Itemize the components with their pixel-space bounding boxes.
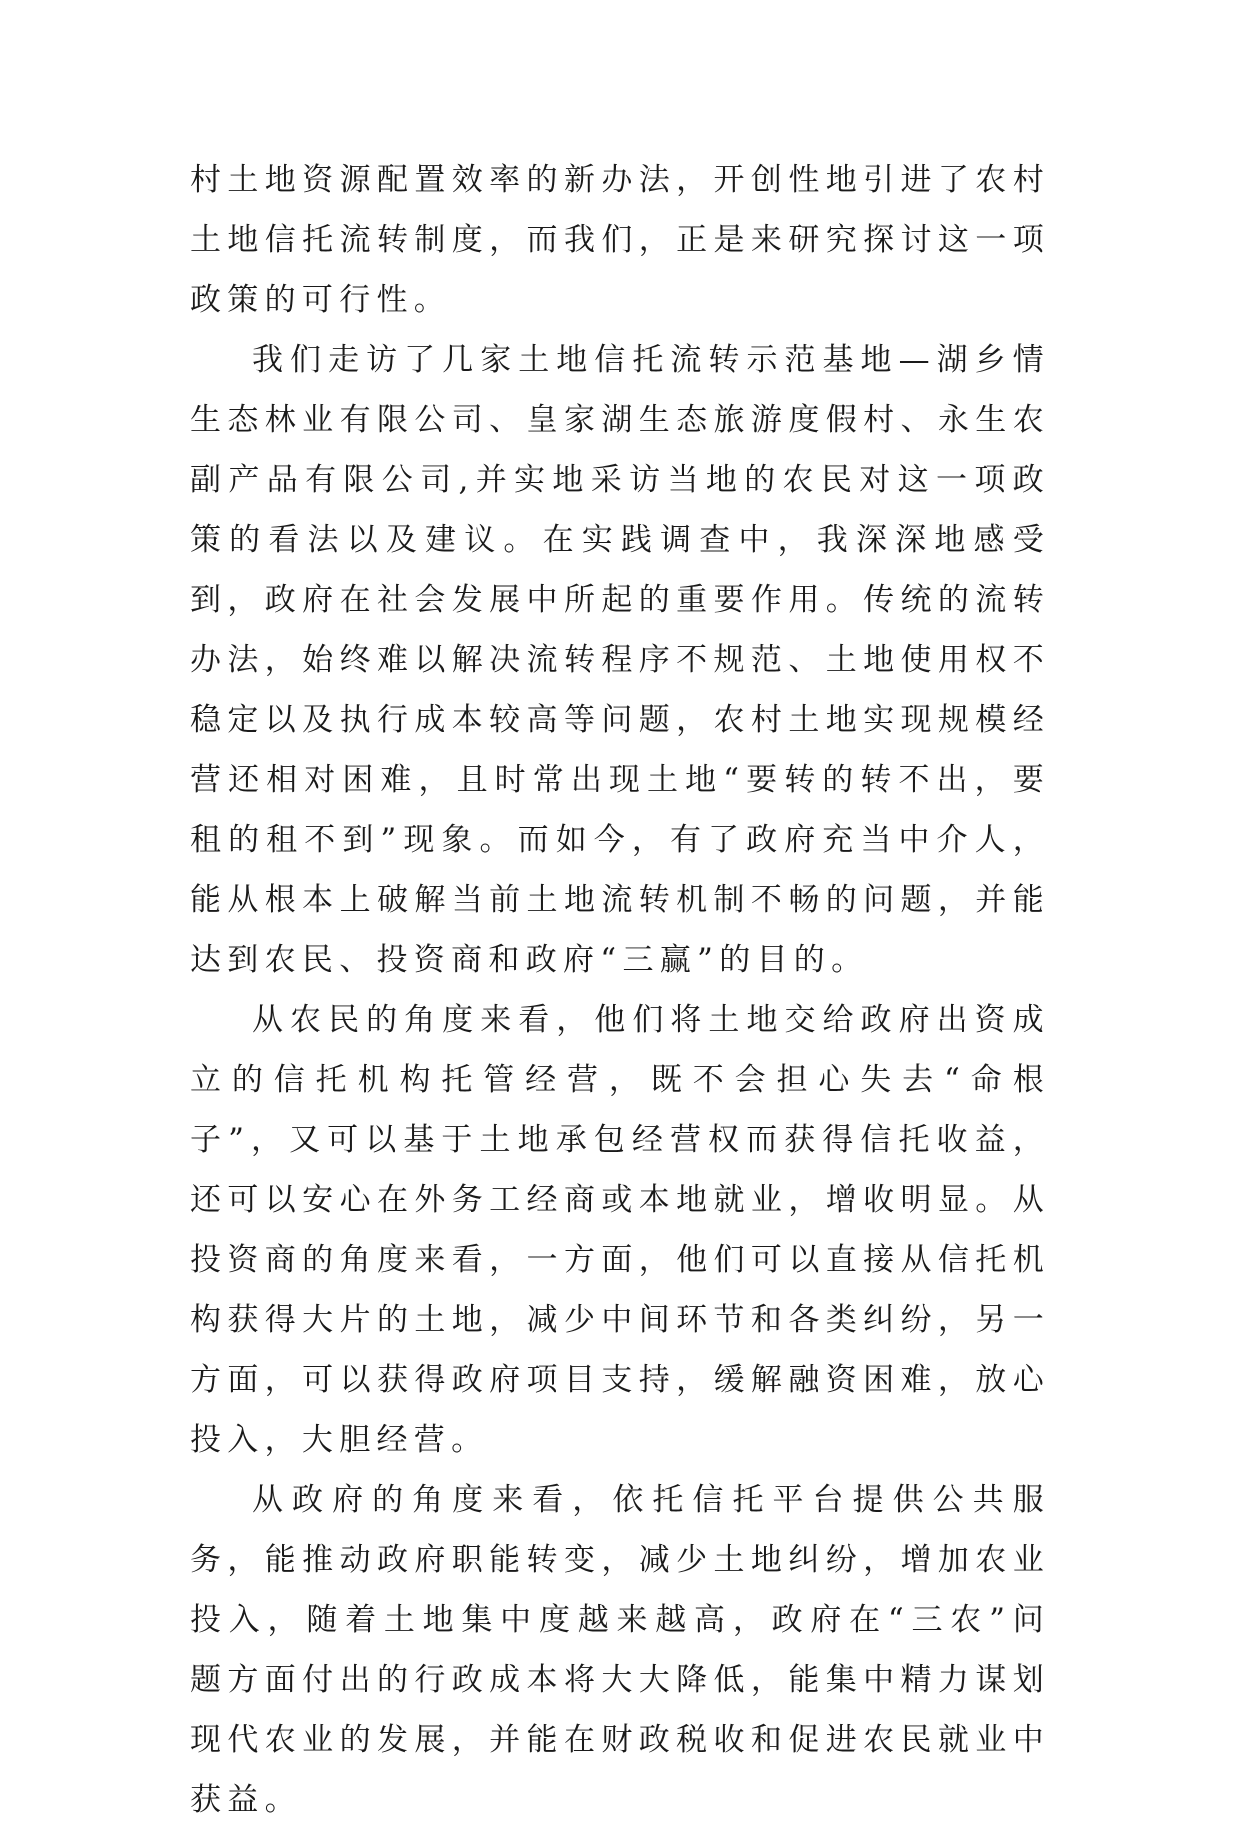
paragraph-3: 从农民的角度来看，他们将土地交给政府出资成立的信托机构托管经营，既不会担心失去“命根子”，又可以基于土地承包经营权而获得信托收益，还可以安心在外务工经商或本地就业，增收明显。从投资商的角度来看，一方面，他们可以直接从信托机构获得大片的土地，减少中间环节和各类纠纷，另一方面，可以获得政府项目支持，缓解融资困难，放心投入，大胆经营。: [190, 1002, 1050, 1458]
paragraph-2: 我们走访了几家土地信托流转示范基地—湖乡情生态林业有限公司、皇家湖生态旅游度假村、永生农副产品有限公司,并实地采访当地的农民对这一项政策的看法以及建议。在实践调查中，我深深地感受到，政府在社会发展中所起的重要作用。传统的流转办法，始终难以解决流转程序不规范、土地使用权不稳定以及执行成本较高等问题，农村土地实现规模经营还相对困难，且时常出现土地“要转的转不出，要租的租不到”现象。而如今，有了政府充当中介人，能从根本上破解当前土地流转机制不畅的问题，并能达到农民、投资商和政府“三赢”的目的。: [190, 342, 1050, 978]
body-text: [190, 150, 1050, 1830]
paragraph-1: 村土地资源配置效率的新办法，开创性地引进了农村土地信托流转制度，而我们，正是来研究探讨这一项政策的可行性。: [190, 162, 1050, 318]
paragraph-4: 从政府的角度来看，依托信托平台提供公共服务，能推动政府职能转变，减少土地纠纷，增加农业投入，随着土地集中度越来越高，政府在“三农”问题方面付出的行政成本将大大降低，能集中精力谋划现代农业的发展，并能在财政税收和促进农民就业中获益。: [190, 1482, 1050, 1818]
